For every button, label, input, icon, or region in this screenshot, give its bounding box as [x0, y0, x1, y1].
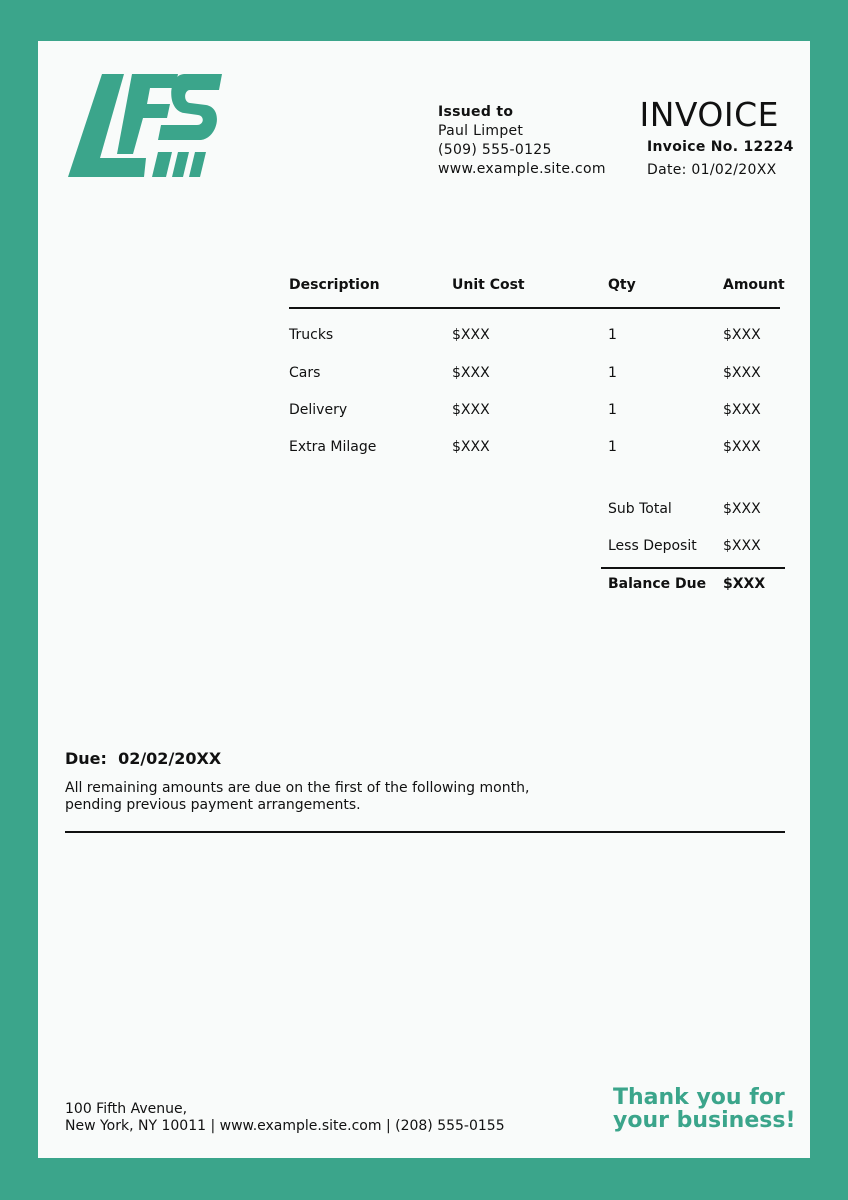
row-description: Cars — [289, 365, 321, 381]
address-line2: New York, NY 10011 | www.example.site.com | (208) 555-0155 — [65, 1118, 505, 1134]
row-unit-cost: $XXX — [452, 327, 490, 343]
issued-to-label: Issued to — [438, 104, 514, 120]
row-qty: 1 — [608, 439, 617, 455]
lfs-logo — [66, 72, 226, 180]
due-divider — [65, 831, 785, 833]
client-phone: (509) 555-0125 — [438, 142, 552, 158]
row-qty: 1 — [608, 365, 617, 381]
header-unit-cost: Unit Cost — [452, 277, 525, 293]
due-terms-line2: pending previous payment arrangements. — [65, 797, 361, 813]
due-date: Due: 02/02/20XX — [65, 749, 222, 768]
row-amount: $XXX — [723, 439, 761, 455]
client-name: Paul Limpet — [438, 123, 524, 139]
table-header-divider — [289, 307, 780, 309]
row-unit-cost: $XXX — [452, 402, 490, 418]
row-description: Trucks — [289, 327, 334, 343]
row-qty: 1 — [608, 402, 617, 418]
header-amount: Amount — [723, 277, 785, 293]
client-website: www.example.site.com — [438, 161, 606, 177]
header-qty: Qty — [608, 277, 636, 293]
company-address — [65, 1101, 505, 1135]
due-terms-line1: All remaining amounts are due on the first of the following month, — [65, 780, 530, 796]
invoice-title: INVOICE — [639, 95, 779, 134]
row-unit-cost: $XXX — [452, 365, 490, 381]
row-amount: $XXX — [723, 365, 761, 381]
deposit-label: Less Deposit — [608, 538, 697, 554]
subtotal-value: $XXX — [723, 501, 761, 517]
header-description: Description — [289, 277, 380, 293]
due-terms — [65, 780, 529, 814]
invoice-number: Invoice No. 12224 — [647, 139, 794, 155]
thanks-line2: your business! — [613, 1108, 796, 1133]
row-qty: 1 — [608, 327, 617, 343]
row-description: Extra Milage — [289, 439, 377, 455]
thanks-line1: Thank you for — [613, 1085, 785, 1110]
address-line1: 100 Fifth Avenue, — [65, 1101, 188, 1117]
balance-due-value: $XXX — [723, 576, 766, 592]
thank-you-message — [613, 1086, 795, 1132]
balance-due-label: Balance Due — [608, 576, 707, 592]
invoice-date: Date: 01/02/20XX — [647, 162, 777, 178]
totals-divider — [601, 567, 785, 569]
row-amount: $XXX — [723, 402, 761, 418]
issued-to-block — [438, 103, 606, 179]
row-description: Delivery — [289, 402, 348, 418]
subtotal-label: Sub Total — [608, 501, 672, 517]
row-amount: $XXX — [723, 327, 761, 343]
invoice-page — [38, 41, 810, 1158]
row-unit-cost: $XXX — [452, 439, 490, 455]
deposit-value: $XXX — [723, 538, 761, 554]
